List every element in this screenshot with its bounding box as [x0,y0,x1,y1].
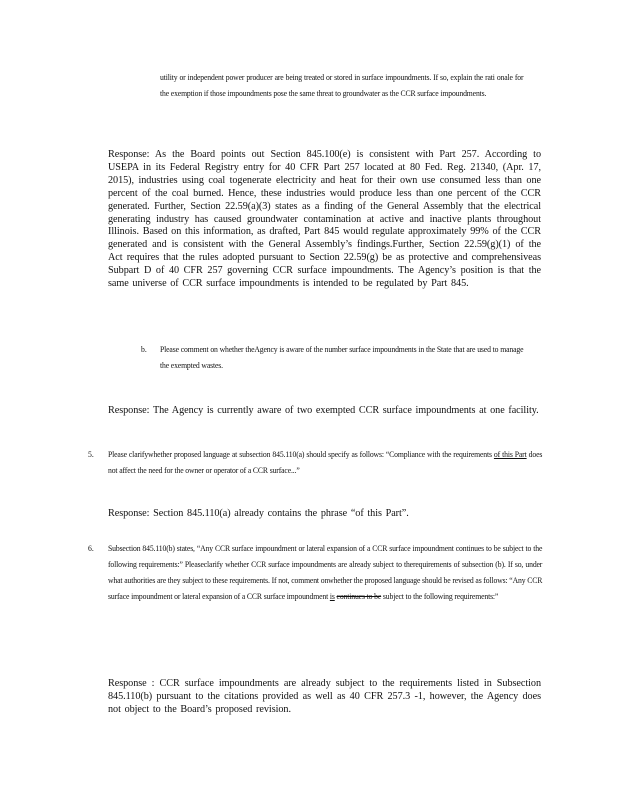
response-paragraph-5 [108,508,541,521]
response-paragraph-b [108,405,541,418]
question-6-text-after: subject to the following requirements:” [381,592,499,601]
question-6-number [88,541,94,557]
response-b-text: Response: The Agency is currently aware of two exempted CCR surface impoundments at one facility. [108,405,539,416]
response-6-text: Response : CCR surface impoundments are already subject to the requirements listed in Subsection 845.110(b) pursuant to the citations provided as well as 40 CFR 257.3 -1, however, the Agency does not object to the Board’s proposed revision. [108,678,541,715]
question-b-marker: b. [141,345,147,354]
question-b [160,342,523,374]
question-6 [108,541,542,605]
response-5-text: Response: Section 845.110(a) already contains the phrase “of this Part”. [108,508,409,519]
question-6-inserted-word: is [329,592,335,601]
question-6-struck-phrase: continues to be [336,592,382,601]
question-5-text [108,447,542,479]
response-paragraph-6 [108,678,541,717]
question-b-label [141,342,147,358]
question-fragment-top [160,70,523,102]
response-paragraph-1 [108,149,541,291]
response-1-text: Response: As the Board points out Section 845.100(e) is consistent with Part 257. According to USEPA in its Federal Registry entry for 40 CFR Part 257 located at 80 Fed. Reg. 21340, (Apr. 17, 2015), industries using coal togenerate electricity and heat for their own use consumed less than one percent of the coal burned. Hence, these industries would produce less than one percent of the CCR generated. Further, Section 22.59(a)(3) states as a finding of the General Assembly that the electrical generating industry has caused groundwater contamination at active and inactive plants throughout Illinois. Based on this information, as drafted, Part 845 would regulate approximately 99% of the CCR generated and is consistent with the General Assembly’s findings.Further, Section 22.59(g)(1) of the Act requires that the rules adopted pursuant to Section 22.59(g) be as protective and comprehensiveas Subpart D of 40 CFR 257 governing CCR surface impoundments. The Agency’s position is that the same universe of CCR surface impoundments is intended to be regulated by Part 845. [108,149,541,290]
question-b-text: Please comment on whether theAgency is aware of the number surface impoundments in the State that are used to manage the exempted wastes. [160,345,524,370]
question-6-marker: 6. [88,544,94,553]
question-6-text [108,541,542,605]
question-5-underlined-phrase: of this Part [493,450,527,459]
question-5-number [88,447,94,463]
question-6-text-before: Subsection 845.110(b) states, “Any CCR surface impoundment or lateral expansion of a CCR surface impoundment continues to be subject to the following requirements:” Pleaseclarify whether CCR surface impoundments are already subject to therequirements of subsection (b). If so, under what authorities are they subject to these requirements. If not, comment onwhether the proposed language should be revised as follows: “Any CCR surface impoundment or lateral expansion of a CCR surface impoundment [108,544,543,601]
question-5-text-after: does not affect the need for the owner or operator of a CCR surface...” [108,450,543,475]
question-5-marker: 5. [88,450,94,459]
question-5 [108,447,542,479]
question-fragment-text: utility or independent power producer are being treated or stored in surface impoundments. If so, explain the rati onale for the exemption if those impoundments pose the same threat to groundwater as the CCR surface impoundments. [160,73,524,98]
question-5-text-before: Please clarifywhether proposed language at subsection 845.110(a) should specify as follows: “Compliance with the requirements [108,450,494,459]
